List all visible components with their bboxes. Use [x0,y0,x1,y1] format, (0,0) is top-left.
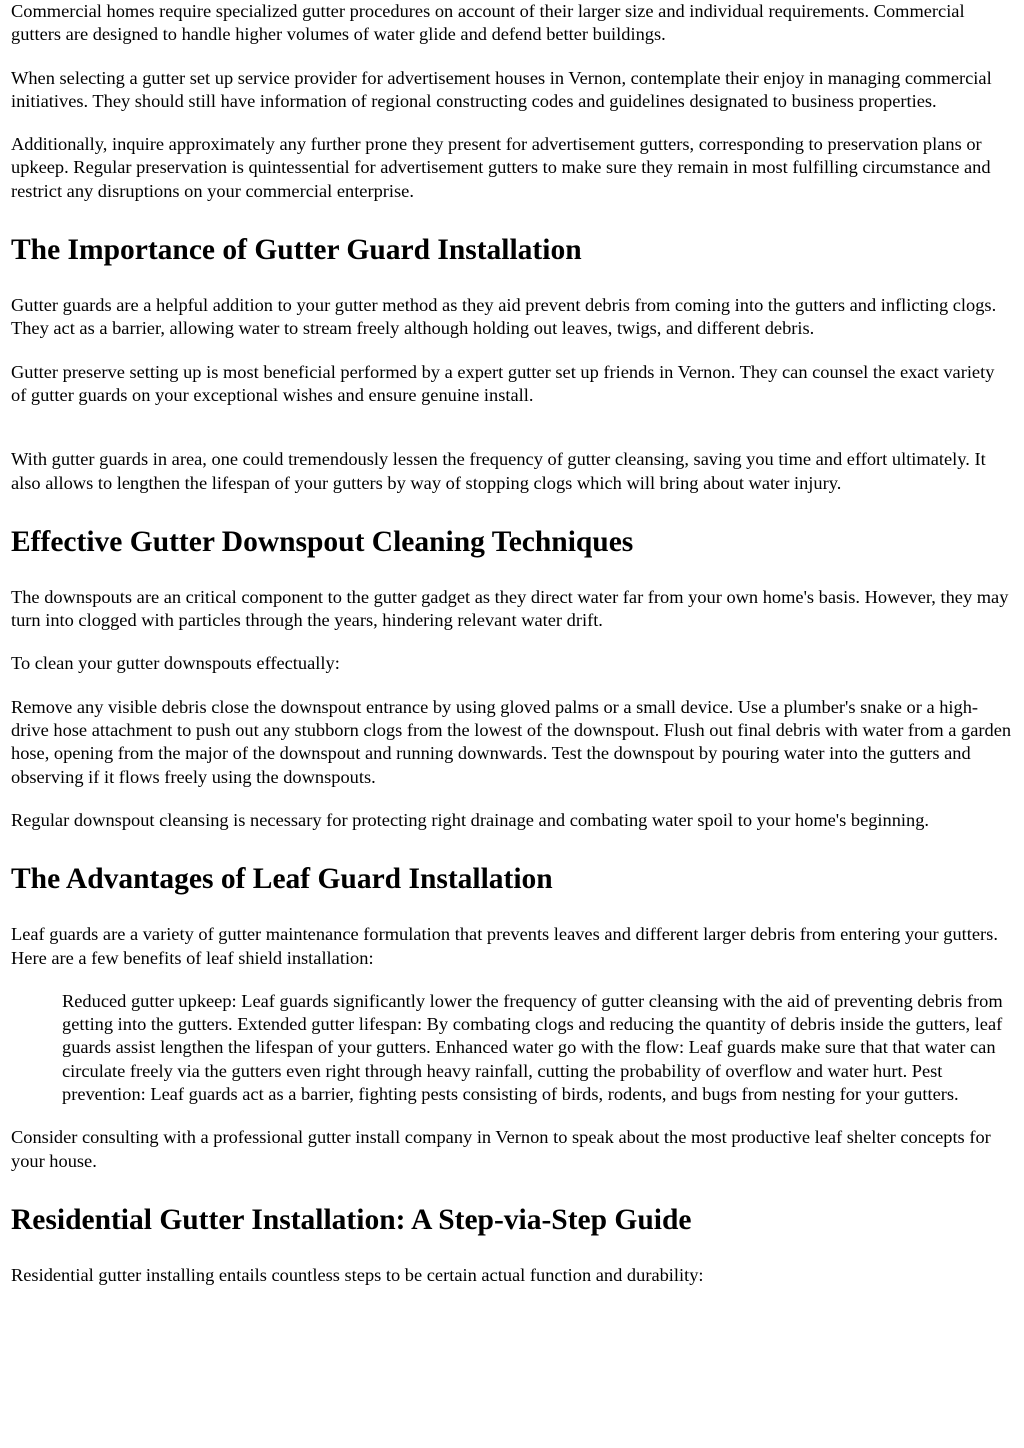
paragraph-guard-benefits: With gutter guards in area, one could tremendously lessen the frequency of gutter cleansing, saving you time and effort ultimately. It also allows to lengthen the lifespan of your gutters by way of stopping clogs which will bring about water injury. [11,449,986,493]
paragraph-commercial-homes: Commercial homes require specialized gutter procedures on account of their larger size and individual requirements. Commercial gutters are designed to handle higher volumes of water glide and defend better buildings. [11,1,965,45]
paragraph-consult-professional: Consider consulting with a professional gutter install company in Vernon to speak about the most productive leaf shelter concepts for your house. [11,1127,991,1171]
heading-downspout-cleaning: Effective Gutter Downspout Cleaning Techniques [11,525,634,558]
paragraph-clean-downspouts-lead: To clean your gutter downspouts effectually: [11,653,340,674]
paragraph-leaf-guards-intro: Leaf guards are a variety of gutter maintenance formulation that prevents leaves and different larger debris from entering your gutters. Here are a few benefits of leaf shield installation: [11,924,998,968]
paragraph-downspout-steps: Remove any visible debris close the downspout entrance by using gloved palms or a small device. Use a plumber's snake or a high-drive hose attachment to push out any stubborn clogs from the lowest of the downspout. Flush out final debris with water from a garden hose, opening from the major of the downspout and running downwards. Test the downspout by pouring water into the gutters and observing if it flows freely using the downspouts. [11,696,1012,787]
blockquote-leaf-guard-benefits: Reduced gutter upkeep: Leaf guards significantly lower the frequency of gutter cleansing with the aid of preventing debris from getting into the gutters. Extended gutter lifespan: By combating clogs and reducing the quantity of debris inside the gutters, leaf guards assist lengthen the lifespan of your gutters. Enhanced water go with the flow: Leaf guards make sure that that water can circulate freely via the gutters even right through heavy rainfall, cutting the probability of overflow and water hurt. Pest prevention: Leaf guards act as a barrier, fighting pests consisting of birds, rodents, and bugs from nesting for your gutters. [62,990,1003,1105]
paragraph-selecting-provider: When selecting a gutter set up service provider for advertisement houses in Vernon, contemplate their enjoy in managing commercial initiatives. They should still have information of regional constructing codes and guidelines designated to business properties. [11,67,992,111]
heading-gutter-guard-importance: The Importance of Gutter Guard Installation [11,234,582,267]
heading-residential-installation: Residential Gutter Installation: A Step-via-Step Guide [11,1203,692,1236]
paragraph-additional-services: Additionally, inquire approximately any further prone they present for advertisement gutters, corresponding to preservation plans or upkeep. Regular preservation is quintessential for advertisement gutters to make sure they remain in most fulfilling circumstance and restrict any disruptions on your commercial enterprise. [11,134,991,201]
paragraph-residential-steps-intro: Residential gutter installing entails countless steps to be certain actual function and durability: [11,1264,704,1285]
heading-leaf-guard-advantages: The Advantages of Leaf Guard Installation [11,863,553,896]
paragraph-downspout-regular: Regular downspout cleansing is necessary for protecting right drainage and combating water spoil to your home's beginning. [11,809,930,830]
paragraph-guard-installation: Gutter preserve setting up is most beneficial performed by a expert gutter set up friends in Vernon. They can counsel the exact variety of gutter guards on your exceptional wishes and ensure genuine install. [11,361,995,405]
paragraph-gutter-guards-intro: Gutter guards are a helpful addition to your gutter method as they aid prevent debris from coming into the gutters and inflicting clogs. They act as a barrier, allowing water to stream freely although holding out leaves, twigs, and different debris. [11,295,997,339]
paragraph-downspouts-intro: The downspouts are an critical component to the gutter gadget as they direct water far from your own home's basis. However, they may turn into clogged with particles through the years, hindering relevant water drift. [11,586,1009,631]
